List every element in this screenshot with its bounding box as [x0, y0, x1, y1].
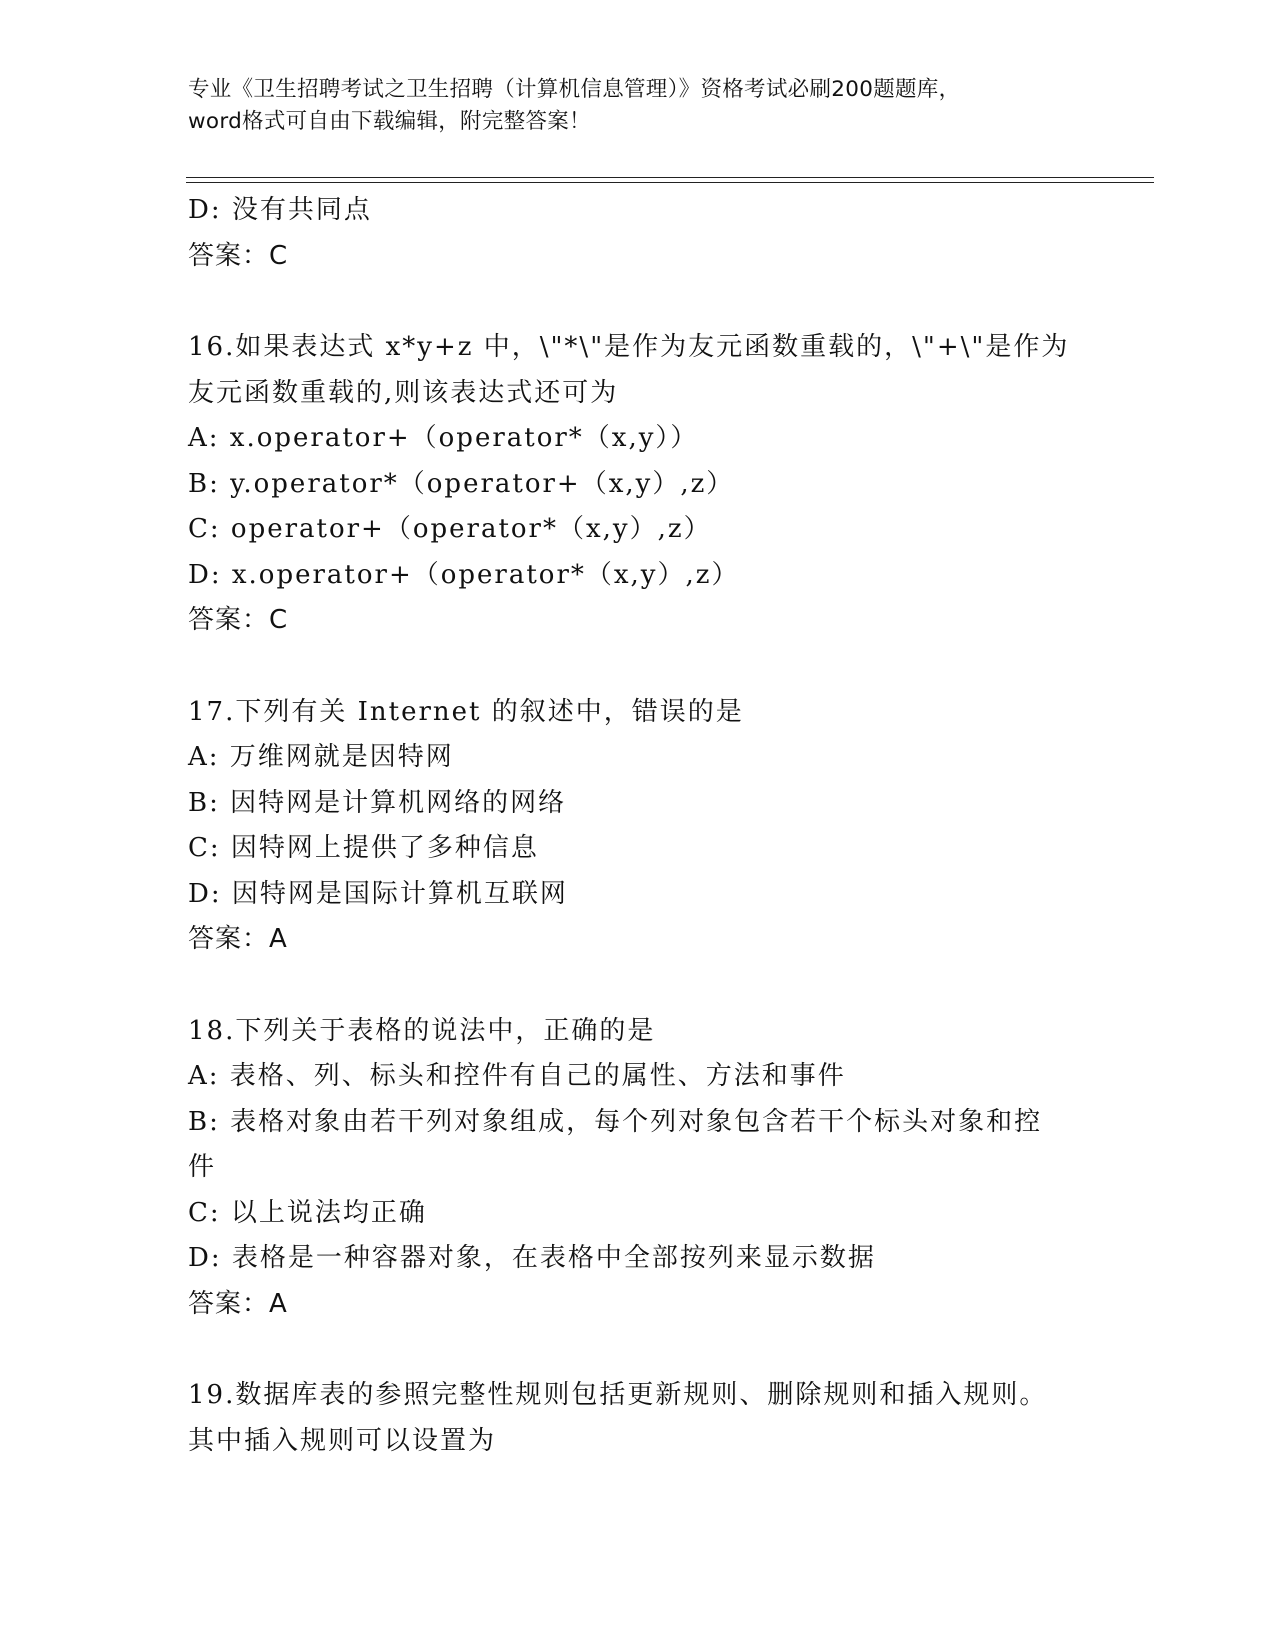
- question-stem-line: 16.如果表达式 x*y+z 中，\"*\"是作为友元函数重载的，\"+\"是作为: [188, 332, 1070, 362]
- question-block: [188, 1373, 1088, 1464]
- question-stem-line: 19.数据库表的参照完整性规则包括更新规则、删除规则和插入规则。: [188, 1380, 1048, 1410]
- question-stem-line: 友元函数重载的,则该表达式还可为: [188, 377, 619, 408]
- option-d: D: 因特网是国际计算机互联网: [188, 878, 568, 909]
- option-c: C: 以上说法均正确: [188, 1197, 427, 1228]
- answer: 答案：A: [188, 924, 288, 954]
- document-body: [188, 188, 1088, 1464]
- question-block: [188, 325, 1088, 644]
- option-a: A: 表格、列、标头和控件有自己的属性、方法和事件: [188, 1061, 846, 1091]
- option-c: C: 因特网上提供了多种信息: [188, 833, 539, 863]
- option-d: D: x.operator+（operator*（x,y）,z）: [188, 559, 740, 590]
- answer: 答案：C: [188, 605, 289, 635]
- header-line-1: 专业《卫生招聘考试之卫生招聘（计算机信息管理）》资格考试必刷200题题库，: [188, 77, 961, 102]
- option-c: C: operator+（operator*（x,y）,z）: [188, 514, 712, 544]
- option-d: D: 表格是一种容器对象，在表格中全部按列来显示数据: [188, 1243, 876, 1273]
- question-block: [188, 1009, 1088, 1328]
- option-b: B: y.operator*（operator+（x,y）,z）: [188, 468, 735, 499]
- option-a: A: x.operator+（operator*（x,y））: [188, 423, 699, 453]
- option-b-continued: 件: [188, 1152, 217, 1182]
- question-stem-line: 18.下列关于表格的说法中，正确的是: [188, 1015, 656, 1046]
- header-rule-bottom: [186, 182, 1154, 183]
- question-stem-line: 其中插入规则可以设置为: [188, 1425, 497, 1456]
- option-b: B: 因特网是计算机网络的网络: [188, 787, 567, 818]
- question-block: [188, 690, 1088, 963]
- question-stem-line: 17.下列有关 Internet 的叙述中，错误的是: [188, 696, 744, 727]
- option-d: D: 没有共同点: [188, 195, 372, 225]
- document-header: [188, 74, 1088, 138]
- answer: 答案：A: [188, 1288, 288, 1319]
- answer: 答案：C: [188, 240, 289, 271]
- header-line-2: word格式可自由下载编辑，附完整答案！: [188, 109, 591, 134]
- option-b: B: 表格对象由若干列对象组成，每个列对象包含若干个标头对象和控: [188, 1106, 1043, 1137]
- option-a: A: 万维网就是因特网: [188, 742, 454, 772]
- header-rule-top: [186, 177, 1154, 178]
